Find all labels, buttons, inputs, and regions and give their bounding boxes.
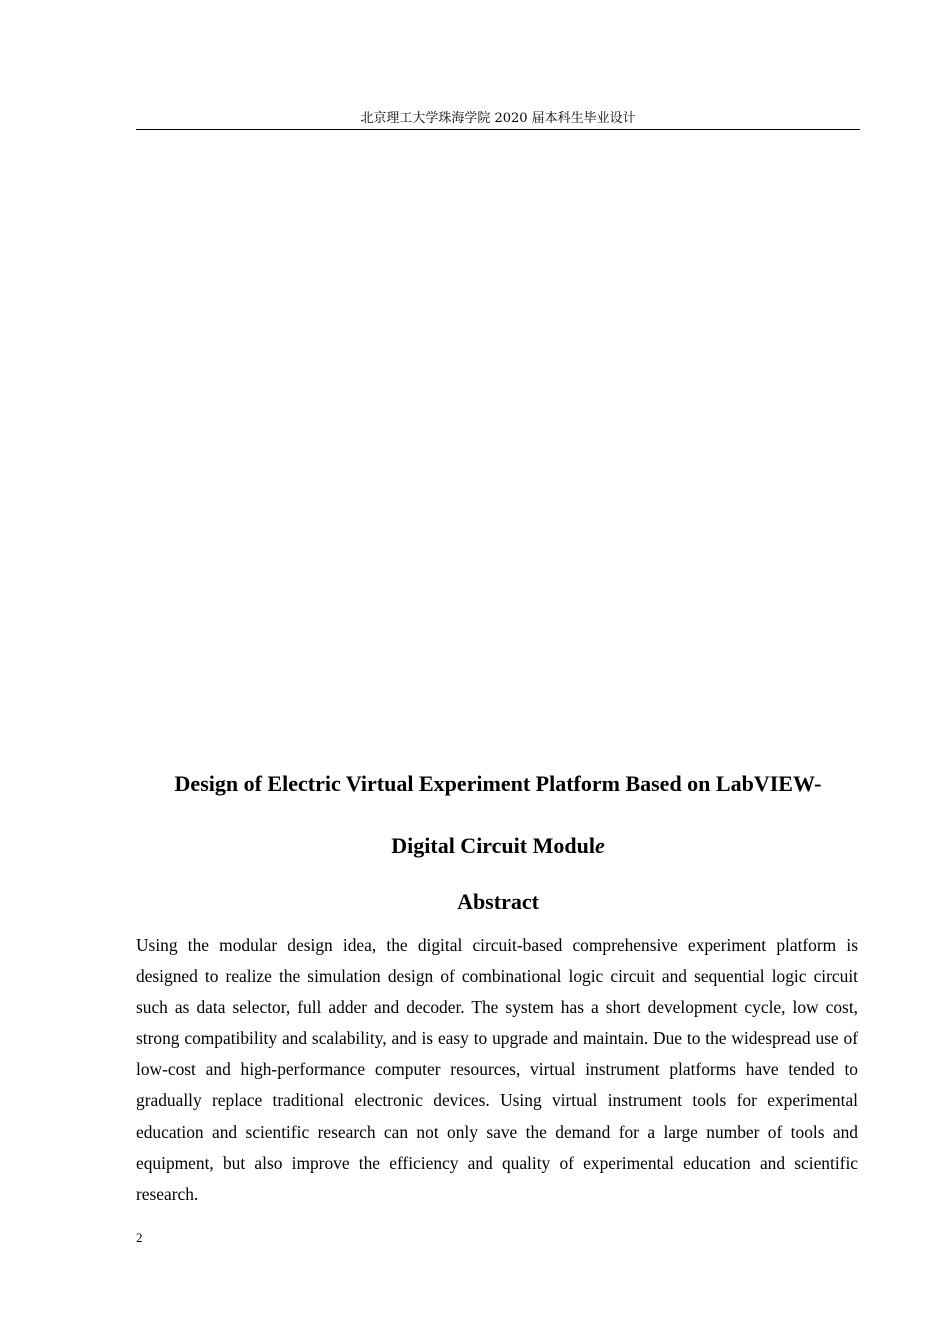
thesis-title-line-1: Design of Electric Virtual Experiment Platform Based on LabVIEW-	[174, 771, 822, 796]
running-header: 北京理工大学珠海学院 2020 届本科生毕业设计	[360, 111, 636, 126]
abstract-heading: Abstract	[457, 889, 539, 914]
abstract-body: Using the modular design idea, the digital circuit-based comprehensive experiment platform is designed to realize the simulation design of combinational logic circuit and sequential logic circuit such as data selector, full adder and decoder. The system has a short development cycle, low cost, strong compatibility and scalability, and is easy to upgrade and maintain. Due to the widespread use of low-cost and high-performance computer resources, virtual instrument platforms have tended to gradually replace traditional electronic devices. Using virtual instrument tools for experimental education and scientific research can not only save the demand for a large number of tools and equipment, but also improve the efficiency and quality of experimental education and scientific research.	[136, 935, 858, 1204]
header-divider	[136, 129, 860, 130]
thesis-title-line-2	[136, 832, 860, 860]
thesis-title-line-2-main: Digital Circuit Modul	[391, 833, 595, 858]
thesis-title-line-2-italic: e	[594, 833, 605, 858]
page-number: 2	[136, 1230, 143, 1245]
